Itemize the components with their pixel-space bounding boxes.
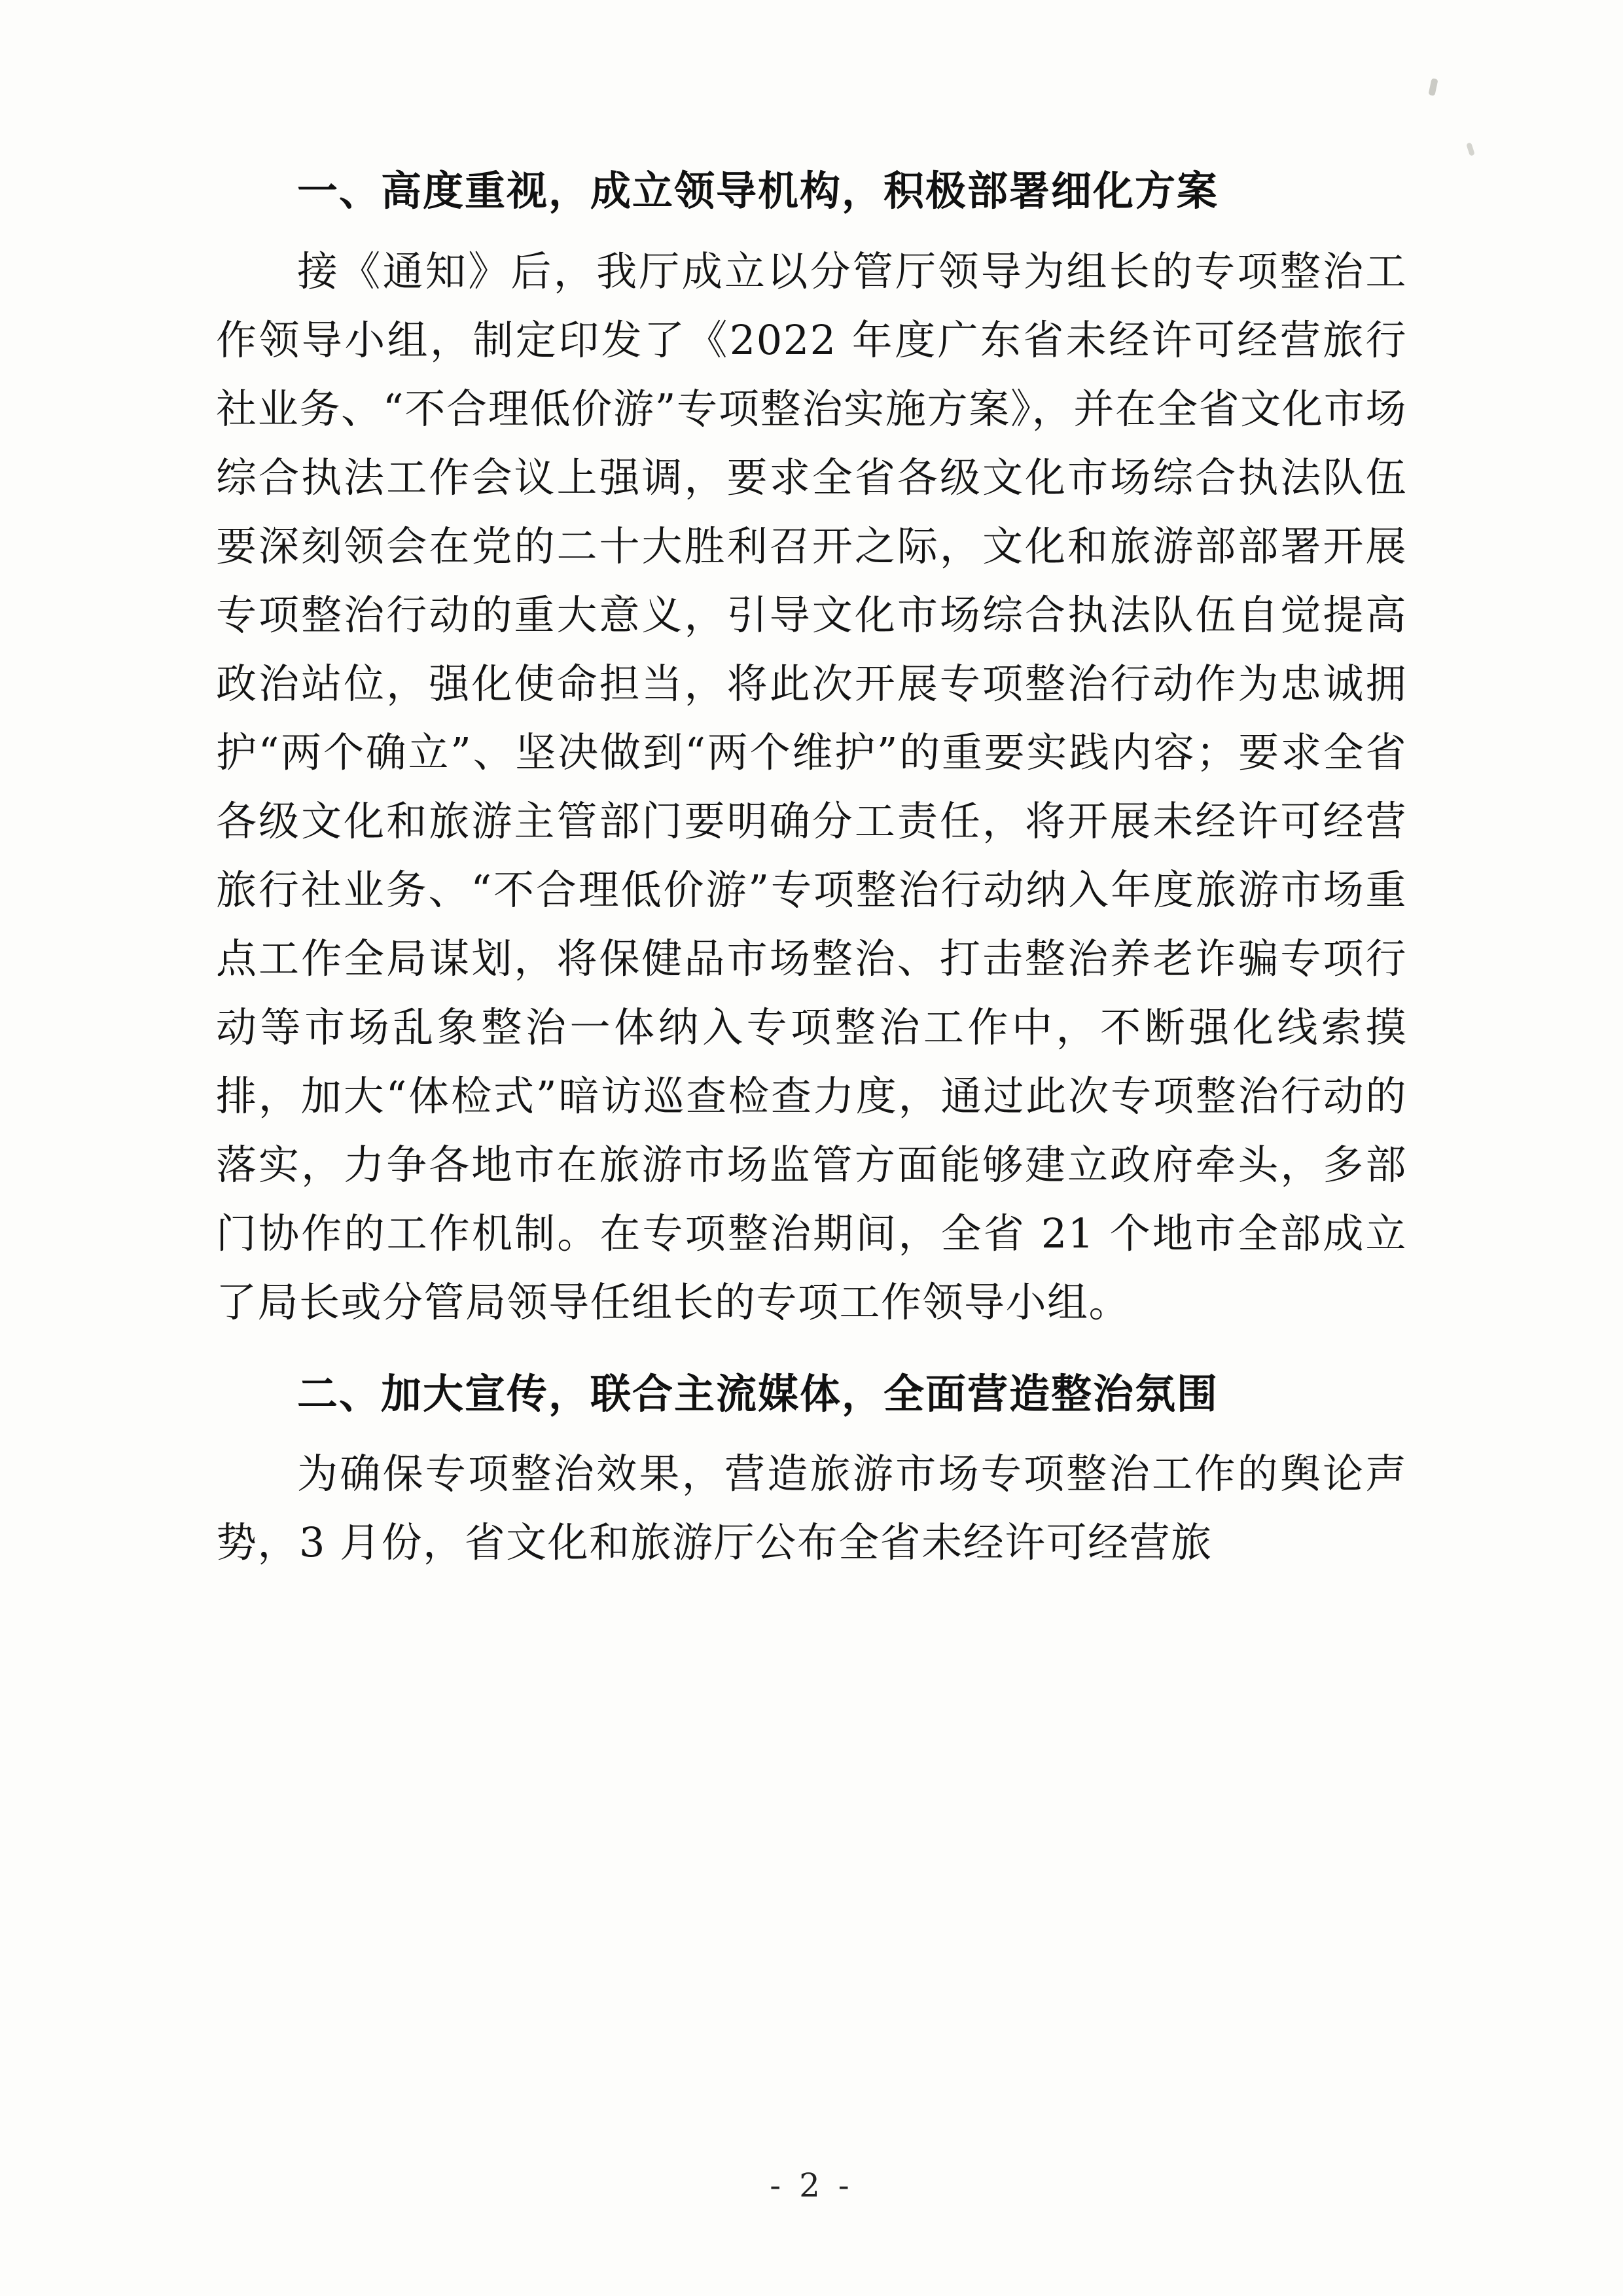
section-one-paragraph: 接《通知》后，我厅成立以分管厅领导为组长的专项整治工作领导小组，制定印发了《2022 年度广东省未经许可经营旅行社业务、“不合理低价游”专项整治实施方案》，并在全省文化市场综合执法工作会议上强调，要求全省各级文化市场综合执法队伍要深刻领会在党的二十大胜利召开之际，文化和旅游部部署开展专项整治行动的重大意义，引导文化市场综合执法队伍自觉提高政治站位，强化使命担当，将此次开展专项整治行动作为忠诚拥护“两个确立”、坚决做到“两个维护”的重要实践内容；要求全省各级文化和旅游主管部门要明确分工责任，将开展未经许可经营旅行社业务、“不合理低价游”专项整治行动纳入年度旅游市场重点工作全局谋划，将保健品市场整治、打击整治养老诈骗专项行动等市场乱象整治一体纳入专项整治工作中，不断强化线索摸排，加大“体检式”暗访巡查检查力度，通过此次专项整治行动的落实，力争各地市在旅游市场监管方面能够建立政府牵头，多部门协作的工作机制。在专项整治期间，全省 21 个地市全部成立了局长或分管局领导任组长的专项工作领导小组。 bbox=[216, 247, 1407, 1326]
stray-ink-mark-icon bbox=[1428, 78, 1438, 96]
section-heading-one: 一、高度重视，成立领导机构，积极部署细化方案 bbox=[297, 167, 1219, 215]
section-two-paragraph: 为确保专项整治效果，营造旅游市场专项整治工作的舆论声势，3 月份，省文化和旅游厅公布全省未经许可经营旅 bbox=[216, 1450, 1407, 1567]
section-heading-two: 二、加大宣传，联合主流媒体，全面营造整治氛围 bbox=[297, 1369, 1219, 1418]
page-number: - 2 - bbox=[770, 2166, 853, 2204]
document-body bbox=[216, 164, 1407, 1577]
stray-ink-mark-secondary-icon bbox=[1466, 142, 1475, 156]
